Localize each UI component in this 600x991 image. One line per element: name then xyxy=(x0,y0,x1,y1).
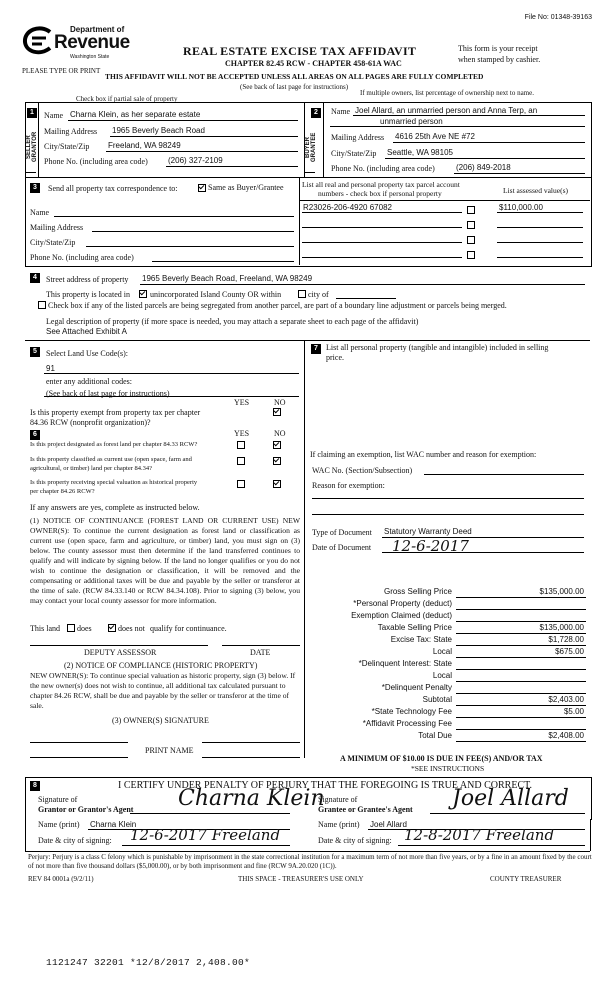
fee-label: *State Technology Fee xyxy=(371,707,452,716)
warning: THIS AFFIDAVIT WILL NOT BE ACCEPTED UNLESS ALL AREAS ON ALL PAGES ARE FULLY COMPLETED xyxy=(105,72,484,81)
please-type: PLEASE TYPE OR PRINT xyxy=(22,67,101,75)
unincorporated-checkbox[interactable] xyxy=(139,289,147,298)
forest-land-question: Is this project designated as forest land per chapter 84.33 RCW? xyxy=(30,441,198,448)
seller-city-label: City/State/Zip xyxy=(44,142,90,151)
does-not-checkbox[interactable] xyxy=(108,623,116,632)
fee-label: Taxable Selling Price xyxy=(377,623,452,632)
assessed-value[interactable]: $110,000.00 xyxy=(499,203,543,212)
s6-no-header: NO xyxy=(274,429,286,438)
exemption-label: If claiming an exemption, list WAC number and reason for exemption: xyxy=(310,450,537,459)
notice-of-compliance-title: (2) NOTICE OF COMPLIANCE (HISTORIC PROPERTY) xyxy=(64,661,258,670)
legal-description-label: Legal description of property (if more space is needed, you may attach a separate sheet to each page of the affidavit) xyxy=(46,317,419,326)
parcel-header-2: numbers - check box if personal property xyxy=(318,189,442,198)
parcel-number[interactable]: R23026-206-4920 67082 xyxy=(303,203,392,212)
fee-label: Gross Selling Price xyxy=(383,587,452,596)
legal-description[interactable]: See Attached Exhibit A xyxy=(46,327,127,336)
section-2-number: 2 xyxy=(311,108,321,118)
street-label: Street address of property xyxy=(46,275,129,284)
s5-see-back: (See back of last page for instructions) xyxy=(46,389,170,398)
notice-of-compliance: NEW OWNER(S): To continue special valuation as historic property, sign (3) below. If the new owner(s) does not wish to continue, all additional tax calculated pursuant to chapter 84.26 RCW, shall be due and payable by the seller or transferor at the time of sale. xyxy=(30,671,296,710)
buyer-name-line-2[interactable]: unmarried person xyxy=(380,117,443,126)
personal-property-label-1: List all personal property (tangible and intangible) included in selling xyxy=(326,343,549,352)
fee-label: *Delinquent Interest: State xyxy=(358,659,452,668)
fee-value[interactable]: $2,403.00 xyxy=(548,695,584,704)
form-title: REAL ESTATE EXCISE TAX AFFIDAVIT xyxy=(183,44,417,58)
fee-label: Excise Tax: State xyxy=(390,635,452,644)
logo-dept: Department of xyxy=(70,25,125,34)
fee-label: Subtotal xyxy=(422,695,452,704)
forest-no-checkbox[interactable] xyxy=(273,440,281,449)
minimum-fee-note: A MINIMUM OF $10.00 IS DUE IN FEE(S) AND/OR TAX xyxy=(340,754,543,763)
seller-grantor-label: SELLER GRANTOR xyxy=(25,122,36,173)
fee-line xyxy=(456,693,586,694)
revenue-logo xyxy=(22,22,132,68)
instructions-note: If any answers are yes, complete as instructed below. xyxy=(30,503,200,512)
multiple-owners-note: If multiple owners, list percentage of ownership next to name. xyxy=(360,89,534,97)
personal-property-label-2: price. xyxy=(326,353,344,362)
section-8-number: 8 xyxy=(30,781,40,791)
revision-number: REV 84 0001a (9/2/11) xyxy=(28,875,94,883)
land-use-code[interactable]: 91 xyxy=(46,364,55,373)
grantee-date-label: Date & city of signing: xyxy=(318,836,392,845)
doc-date-label: Date of Document xyxy=(312,543,372,552)
historic-yes-checkbox[interactable] xyxy=(237,479,245,488)
fee-value[interactable]: $1,728.00 xyxy=(548,635,584,644)
personal-property-checkbox[interactable] xyxy=(467,220,475,229)
parcel-header-1: List all real and personal property tax parcel account xyxy=(302,180,460,189)
grantee-print-name[interactable]: Joel Allard xyxy=(370,820,407,829)
unincorporated-label: unincorporated Island County OR within xyxy=(150,290,282,299)
certification-statement: I CERTIFY UNDER PENALTY OF PERJURY THAT THE FOREGOING IS TRUE AND CORRECT. xyxy=(118,780,532,791)
grantor-agent-label: Grantor or Grantor's Agent xyxy=(38,805,134,814)
section-6-number: 6 xyxy=(30,430,40,440)
current-use-question-2: agricultural, or timber) land per chapter 84.34? xyxy=(30,465,153,472)
buyer-phone[interactable]: (206) 849-2018 xyxy=(456,163,511,172)
personal-property-checkbox[interactable] xyxy=(467,205,475,214)
doc-type-label: Type of Document xyxy=(312,528,372,537)
exempt-question-2: 84.36 RCW (nonprofit organization)? xyxy=(30,418,151,427)
buyer-phone-label: Phone No. (including area code) xyxy=(331,164,435,173)
see-instructions: *SEE INSTRUCTIONS xyxy=(411,764,485,773)
revenue-logo-icon xyxy=(22,26,56,56)
fee-label: Local xyxy=(432,647,452,656)
section-1-number: 1 xyxy=(27,108,37,118)
partial-sale-label: Check box if partial sale of property xyxy=(76,95,178,103)
segregated-label: Check box if any of the listed parcels are being segregated from another parcel, are part of a boundary line adjustment or parcels being merged. xyxy=(48,301,507,310)
fee-value[interactable]: $5.00 xyxy=(563,707,584,716)
does-checkbox[interactable] xyxy=(67,623,75,632)
county-treasurer-label: COUNTY TREASURER xyxy=(490,875,562,883)
treasurer-stamp: 1121247 32201 *12/8/2017 2,408.00* xyxy=(46,957,251,968)
s5-yes-header: YES xyxy=(234,398,250,407)
deputy-date-label: DATE xyxy=(250,648,271,657)
grantor-date-label: Date & city of signing: xyxy=(38,836,112,845)
seller-city[interactable]: Freeland, WA 98249 xyxy=(108,141,181,150)
fee-line xyxy=(456,729,586,730)
seller-name[interactable]: Charna Klein, as her separate estate xyxy=(70,110,201,119)
fee-line xyxy=(456,657,586,658)
grantor-signature[interactable]: Charna Klein xyxy=(178,786,325,811)
grantor-signature-of: Signature of xyxy=(38,795,78,804)
grantee-print-label: Name (print) xyxy=(318,820,360,829)
s3-city-label: City/State/Zip xyxy=(30,238,76,247)
receipt-note-1: This form is your receipt xyxy=(458,44,538,53)
fee-line xyxy=(456,609,586,610)
fee-line xyxy=(456,597,586,598)
grantor-print-name[interactable]: Charna Klein xyxy=(90,820,137,829)
doc-date[interactable]: 12-6-2017 xyxy=(392,537,469,555)
owner-signature-label: (3) OWNER(S) SIGNATURE xyxy=(112,716,209,725)
fee-value[interactable]: $135,000.00 xyxy=(539,623,584,632)
current-use-no-checkbox[interactable] xyxy=(273,456,281,465)
fee-line xyxy=(456,741,586,742)
segregated-checkbox[interactable] xyxy=(38,300,46,309)
fee-label: *Delinquent Penalty xyxy=(381,683,452,692)
fee-line xyxy=(456,717,586,718)
fee-label: Total Due xyxy=(418,731,452,740)
fee-label: Exemption Claimed (deduct) xyxy=(351,611,452,620)
seller-phone[interactable]: (206) 327-2109 xyxy=(168,156,223,165)
fee-line xyxy=(456,645,586,646)
historic-question-1: Is this property receiving special valuation as historical property xyxy=(30,479,198,486)
buyer-mail-label: Mailing Address xyxy=(331,133,385,142)
fee-label: Local xyxy=(432,671,452,680)
does-label: does xyxy=(77,624,92,633)
fee-line xyxy=(456,633,586,634)
file-number: File No: 01348-39163 xyxy=(524,14,592,21)
fee-line xyxy=(456,621,586,622)
buyer-city[interactable]: Seattle, WA 98105 xyxy=(387,148,453,157)
notice-of-continuance: (1) NOTICE OF CONTINUANCE (FOREST LAND OR CURRENT USE) NEW OWNER(S): To continue the current designation as forest land or classification as current use (open space, farm and agriculture, or timber) land, you must sign on (3) below. The county assessor must then determine if the land transferred continues to qualify and will indicate by signing below. If the land no longer qualifies or you do not wish to continue the designation or classification, it will be removed and the compensating or additional taxes will be due and payable by the seller or transferor at the time of sale. (RCW 84.33.140 or RCW 84.34.108). Prior to signing (3) below, you may contact your local county assessor for more information. xyxy=(30,516,300,605)
form-subtitle: CHAPTER 82.45 RCW - CHAPTER 458-61A WAC xyxy=(225,59,402,68)
fee-line xyxy=(456,669,586,670)
grantee-date-city[interactable]: 12-8-2017 Freeland xyxy=(404,826,555,844)
seller-mail[interactable]: 1965 Beverly Beach Road xyxy=(112,126,205,135)
city-checkbox[interactable] xyxy=(298,289,306,298)
logo-state: Washington State xyxy=(70,54,110,60)
fee-line xyxy=(456,681,586,682)
section-4-number: 4 xyxy=(30,273,40,283)
current-use-yes-checkbox[interactable] xyxy=(237,456,245,465)
forest-yes-checkbox[interactable] xyxy=(237,440,245,449)
grantee-signature[interactable]: Joel Allard xyxy=(452,786,569,811)
s5-no-header: NO xyxy=(274,398,286,407)
section-7-number: 7 xyxy=(311,344,321,354)
fee-line xyxy=(456,705,586,706)
fee-value[interactable]: $135,000.00 xyxy=(539,587,584,596)
section-5-number: 5 xyxy=(30,347,40,357)
section-3-number: 3 xyxy=(30,183,40,193)
grantee-agent-label: Grantee or Grantee's Agent xyxy=(318,805,413,814)
wac-label: WAC No. (Section/Subsection) xyxy=(312,466,413,475)
receipt-note-2: when stamped by cashier. xyxy=(458,55,541,64)
grantor-print-label: Name (print) xyxy=(38,820,80,829)
personal-property-checkbox[interactable] xyxy=(467,235,475,244)
located-label: This property is located in xyxy=(46,290,130,299)
logo-name: Revenue xyxy=(54,32,130,53)
qualify-label: qualify for continuance. xyxy=(150,624,227,633)
current-use-question-1: Is this property classified as current use (open space, farm and xyxy=(30,456,192,463)
s3-phone-label: Phone No. (including area code) xyxy=(30,253,134,262)
assessed-header: List assessed value(s) xyxy=(503,186,568,195)
send-correspondence-label: Send all property tax correspondence to: xyxy=(48,184,178,193)
seller-name-label: Name xyxy=(44,111,64,120)
buyer-name-label: Name xyxy=(331,107,351,116)
additional-codes-label: enter any additional codes: xyxy=(46,377,132,386)
buyer-grantee-label: BUYER GRANTEE xyxy=(304,122,315,173)
buyer-mail[interactable]: 4616 25th Ave NE #72 xyxy=(395,132,475,141)
historic-question-2: per chapter 84.26 RCW? xyxy=(30,488,95,495)
s3-mail-label: Mailing Address xyxy=(30,223,84,232)
exempt-question-1: Is this property exempt from property tax per chapter xyxy=(30,408,201,417)
grantor-date-city[interactable]: 12-6-2017 Freeland xyxy=(130,826,281,844)
same-as-buyer-checkbox[interactable] xyxy=(198,183,284,192)
print-name-label: PRINT NAME xyxy=(145,746,194,755)
historic-no-checkbox[interactable] xyxy=(273,479,281,488)
land-use-label: Select Land Use Code(s): xyxy=(46,349,128,358)
fee-value[interactable]: $2,408.00 xyxy=(548,731,584,740)
exempt-no-checkbox[interactable] xyxy=(273,407,281,416)
same-as-buyer-label: Same as Buyer/Grantee xyxy=(208,183,284,192)
this-land-label: This land xyxy=(30,624,60,633)
reason-label: Reason for exemption: xyxy=(312,481,385,490)
fee-label: *Personal Property (deduct) xyxy=(353,599,452,608)
doc-type[interactable]: Statutory Warranty Deed xyxy=(384,527,472,536)
seller-mail-label: Mailing Address xyxy=(44,127,98,136)
deputy-assessor-label: DEPUTY ASSESSOR xyxy=(84,648,157,657)
fee-value[interactable]: $675.00 xyxy=(555,647,584,656)
seller-phone-label: Phone No. (including area code) xyxy=(44,157,148,166)
s6-yes-header: YES xyxy=(234,429,250,438)
buyer-name-line-1[interactable]: Joel Allard, an unmarried person and Anna Terp, an xyxy=(355,106,538,115)
grantee-signature-of: Signature of xyxy=(318,795,358,804)
personal-property-checkbox[interactable] xyxy=(467,250,475,259)
does-not-label: does not xyxy=(118,624,145,633)
fee-label: *Affidavit Processing Fee xyxy=(362,719,452,728)
treasurer-space-label: THIS SPACE - TREASURER'S USE ONLY xyxy=(238,875,364,883)
see-back: (See back of last page for instructions) xyxy=(240,83,349,91)
buyer-city-label: City/State/Zip xyxy=(331,149,377,158)
property-street[interactable]: 1965 Beverly Beach Road, Freeland, WA 98249 xyxy=(142,274,313,283)
perjury-statement: Perjury: Perjury is a class C felony which is punishable by imprisonment in the state correctional institution for a maximum term of not more than five years, or by a fine in an amount fixed by the court of not more than five thousand dollars ($5,000.00), or by both imprisonment and fine (RCW 9A.20.020 (1C)). xyxy=(28,853,592,870)
city-of-label: city of xyxy=(308,290,329,299)
s3-name-label: Name xyxy=(30,208,50,217)
